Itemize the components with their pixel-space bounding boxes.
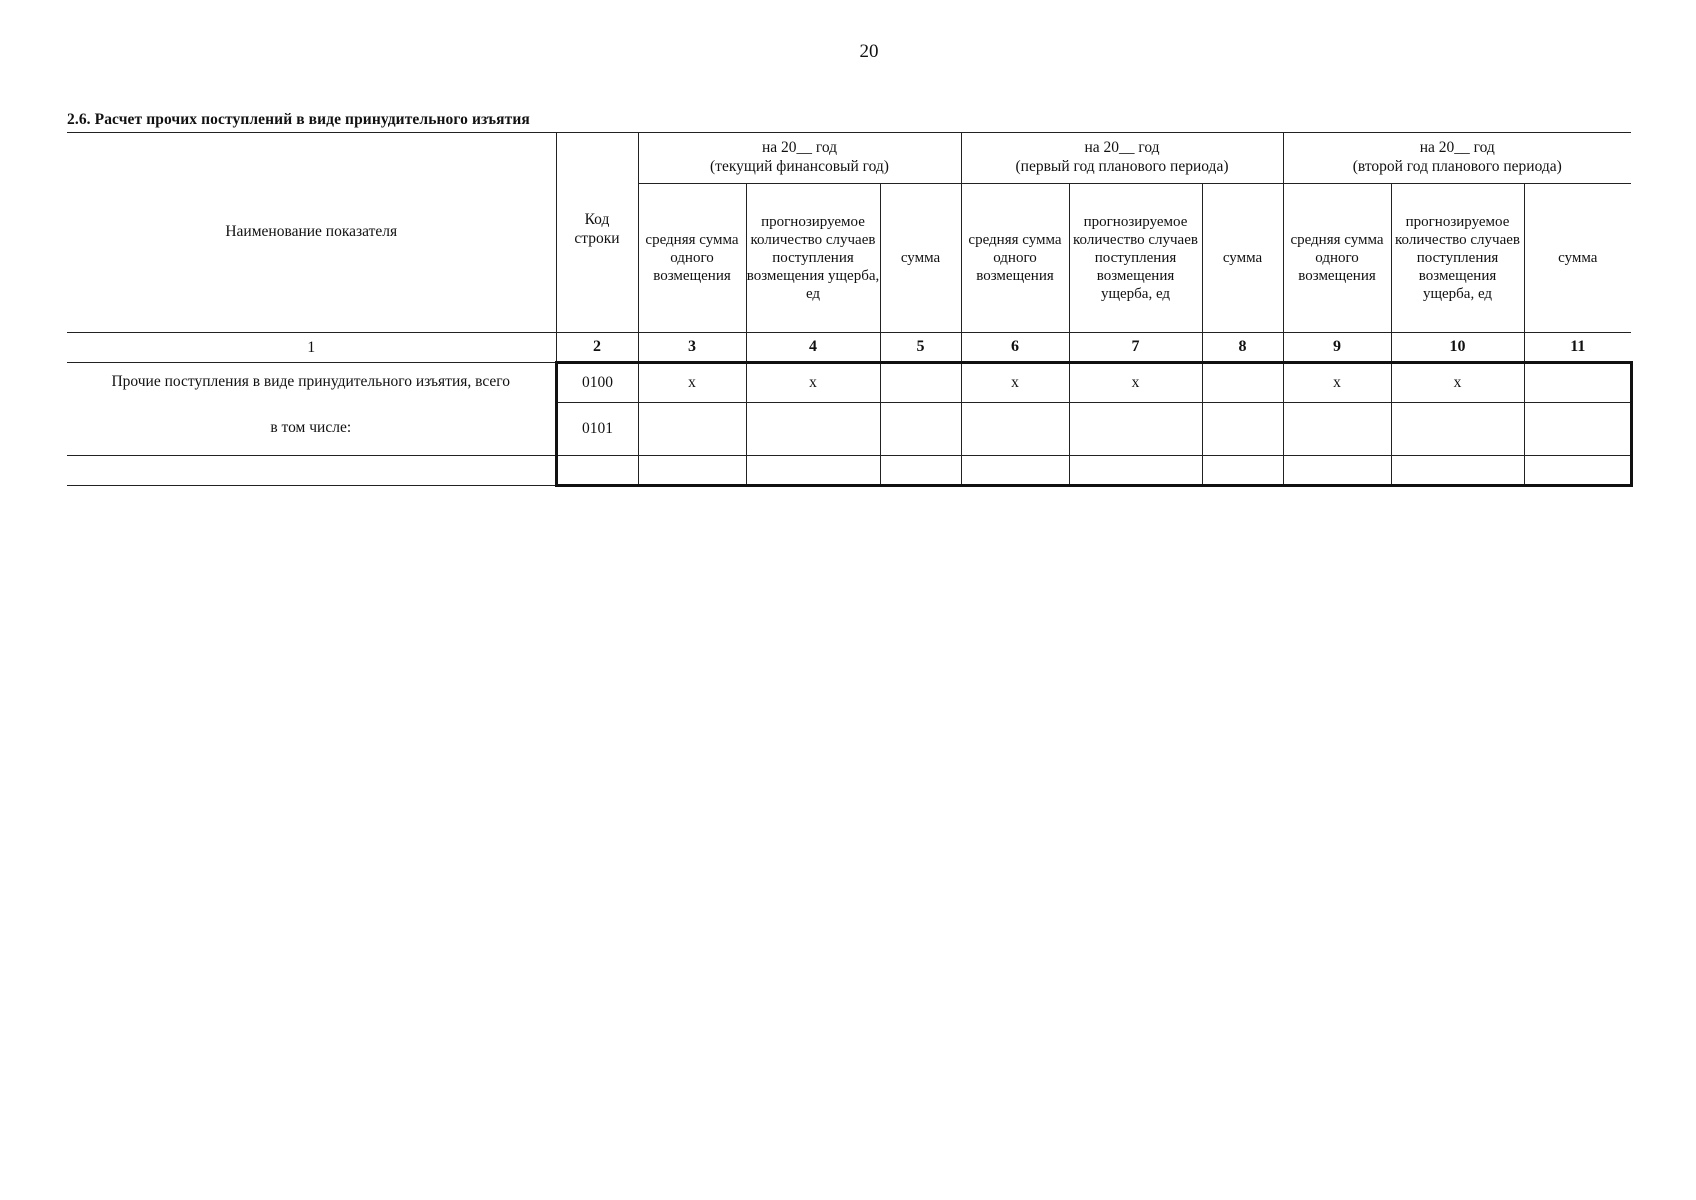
value-cell: x: [638, 363, 746, 403]
header-row-code: [556, 133, 638, 333]
header-period-first-plan: [961, 133, 1283, 184]
value-cell: [638, 456, 746, 486]
column-number: 9: [1283, 333, 1391, 363]
column-number: 3: [638, 333, 746, 363]
section-title: 2.6. Расчет прочих поступлений в виде принудительного изъятия: [67, 111, 530, 128]
value-cell: [1283, 456, 1391, 486]
table-row: [67, 403, 1631, 456]
column-number: 7: [1069, 333, 1202, 363]
value-cell: [1202, 403, 1283, 456]
column-number: 10: [1391, 333, 1524, 363]
value-cell: [746, 403, 880, 456]
row-name: в том числе:: [67, 403, 556, 456]
period-first-plan-desc: (первый год планового периода): [1015, 158, 1229, 175]
value-cell: [1524, 363, 1631, 403]
period-current-year: на 20__ год: [761, 139, 838, 157]
header-case-count-current: прогнозируемое количество случаев поступления возмещения ущерба, ед: [746, 184, 880, 333]
value-cell: [1069, 456, 1202, 486]
column-number: 5: [880, 333, 961, 363]
row-name: [67, 456, 556, 486]
value-cell: [880, 363, 961, 403]
value-cell: [1524, 403, 1631, 456]
revenue-calculation-table: [67, 132, 1633, 487]
row-code: 0100: [556, 363, 638, 403]
period-current-desc: (текущий финансовый год): [710, 158, 889, 175]
value-cell: [1069, 403, 1202, 456]
header-sum-second-plan: сумма: [1524, 184, 1631, 333]
column-number: 2: [556, 333, 638, 363]
value-cell: [961, 403, 1069, 456]
column-numbers-row: [67, 333, 1631, 363]
column-number: 6: [961, 333, 1069, 363]
period-second-plan-year: на 20__ год: [1419, 139, 1495, 157]
table-row: [67, 363, 1631, 403]
header-row-code-label: Код строки: [574, 211, 620, 247]
page-number: 20: [859, 41, 879, 62]
header-indicator-name: Наименование показателя: [67, 133, 556, 333]
value-cell: [746, 456, 880, 486]
column-number: 8: [1202, 333, 1283, 363]
value-cell: [1391, 403, 1524, 456]
period-first-plan-year: на 20__ год: [1084, 139, 1160, 157]
column-number: 4: [746, 333, 880, 363]
column-number: 11: [1524, 333, 1631, 363]
row-code: 0101: [556, 403, 638, 456]
value-cell: x: [1283, 363, 1391, 403]
value-cell: [1202, 456, 1283, 486]
row-code: [556, 456, 638, 486]
header-case-count-first-plan: прогнозируемое количество случаев поступления возмещения ущерба, ед: [1069, 184, 1202, 333]
header-avg-amount-second-plan: средняя сумма одного возмещения: [1283, 184, 1391, 333]
value-cell: [961, 456, 1069, 486]
value-cell: [638, 403, 746, 456]
value-cell: [1202, 363, 1283, 403]
table-row: [67, 456, 1631, 486]
header-period-second-plan: [1283, 133, 1631, 184]
header-avg-amount-first-plan: средняя сумма одного возмещения: [961, 184, 1069, 333]
value-cell: [1283, 403, 1391, 456]
column-number: 1: [67, 333, 556, 363]
value-cell: [1524, 456, 1631, 486]
value-cell: x: [1391, 363, 1524, 403]
value-cell: x: [961, 363, 1069, 403]
row-name: Прочие поступления в виде принудительного изъятия, всего: [67, 363, 556, 403]
header-sum-current: сумма: [880, 184, 961, 333]
value-cell: [880, 456, 961, 486]
value-cell: x: [1069, 363, 1202, 403]
value-cell: [880, 403, 961, 456]
header-avg-amount-current: средняя сумма одного возмещения: [638, 184, 746, 333]
header-case-count-second-plan: прогнозируемое количество случаев поступления возмещения ущерба, ед: [1391, 184, 1524, 333]
header-sum-first-plan: сумма: [1202, 184, 1283, 333]
value-cell: x: [746, 363, 880, 403]
header-period-current: [638, 133, 961, 184]
period-second-plan-desc: (второй год планового периода): [1352, 158, 1562, 175]
value-cell: [1391, 456, 1524, 486]
